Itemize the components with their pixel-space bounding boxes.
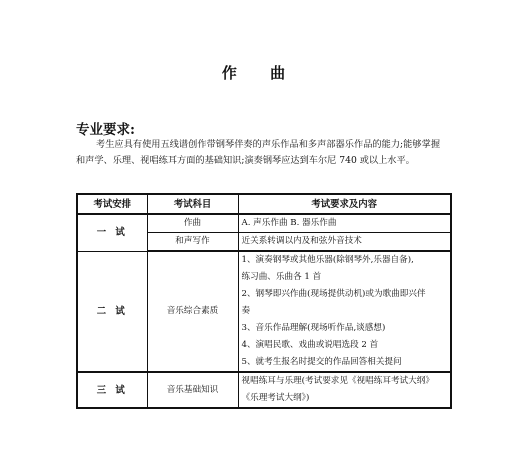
round-first-label: 一 试 [77,214,147,251]
content-line: 4、演唱民歌、戏曲或说唱选段 2 首 [241,340,379,350]
header-subject: 考试科目 [147,194,238,214]
content-line: 5、就考生报名时提交的作品回答相关提问 [241,357,402,367]
intro-paragraph: 考生应具有使用五线谱创作带钢琴伴奏的声乐作品和多声部器乐作品的能力;能够掌握和声学、乐理、视唱练耳方面的基础知识;演奏钢琴应达到车尔尼 740 或以上水平。 [76,139,440,166]
subject-cell: 和声写作 [147,233,238,252]
content-line: 2、钢琴即兴作曲(现场提供动机)或为歌曲即兴伴 [241,289,426,299]
content-cell [238,251,451,372]
content-line: 奏 [241,306,251,316]
content-line: 练习曲、乐曲各 1 首 [241,272,322,282]
exam-requirements-table [76,193,452,409]
subject-cell: 音乐基础知识 [147,372,238,408]
content-line: 视唱练耳与乐理(考试要求见《视唱练耳考试大纲》 [241,376,434,386]
header-round: 考试安排 [77,194,147,214]
subject-cell: 音乐综合素质 [147,251,238,372]
table-row [77,372,451,408]
document-title: 作 曲 [221,64,300,82]
header-content: 考试要求及内容 [238,194,451,214]
subject-cell: 作曲 [147,214,238,233]
content-line: 3、音乐作品理解(现场听作品,谈感想) [241,323,386,333]
content-line: 1、演奏钢琴或其他乐器(除钢琴外,乐器自备), [241,255,414,265]
table-row [77,214,451,233]
content-cell: 近关系转调以内及和弦外音技术 [238,233,451,252]
round-third-label: 三 试 [77,372,147,408]
content-cell: A. 声乐作曲 B. 器乐作曲 [238,214,451,233]
table-header-row [77,194,451,214]
table-row [77,251,451,372]
content-cell [238,372,451,408]
round-second-label: 二 试 [77,251,147,372]
content-line: 《乐理考试大纲》) [241,393,310,403]
section-heading: 专业要求: [76,122,135,138]
